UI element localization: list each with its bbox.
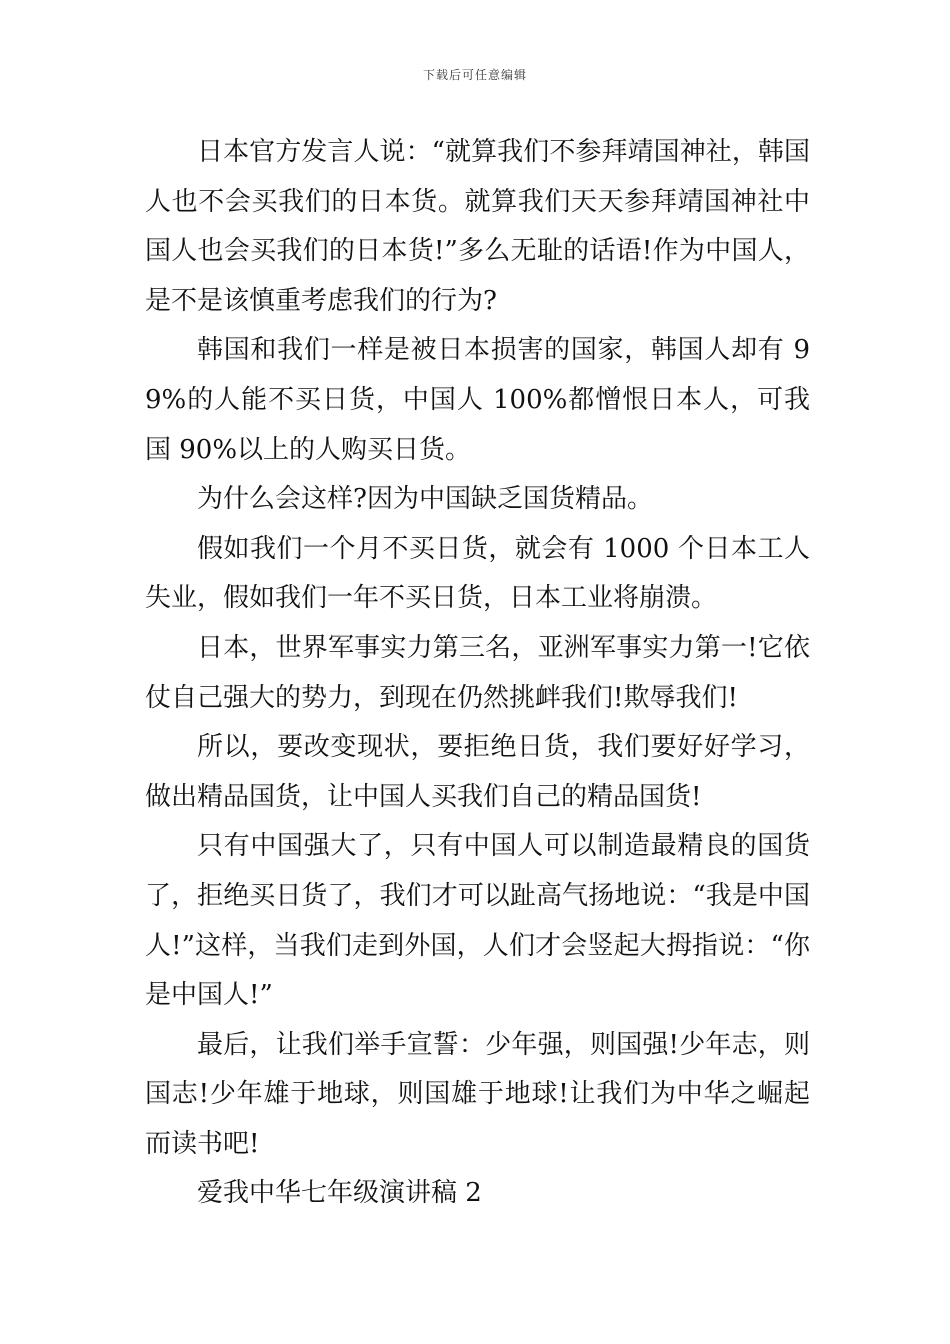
paragraph-8: 最后，让我们举手宣誓：少年强，则国强!少年志，则国志!少年雄于地球，则国雄于地球!让我们为中华之崛起而读书吧!: [145, 1029, 810, 1159]
document-body: [145, 128, 810, 1219]
paragraph-1: 日本官方发言人说：“就算我们不参拜靖国神社，韩国人也不会买我们的日本货。就算我们天天参拜靖国神社中国人也会买我们的日本货!”多么无耻的话语!作为中国人，是不是该慎重考虑我们的行为?: [145, 137, 810, 316]
paragraph-4: 假如我们一个月不买日货，就会有 1000 个日本工人失业，假如我们一年不买日货，日本工业将崩溃。: [145, 533, 810, 614]
paragraph-7: 只有中国强大了，只有中国人可以制造最精良的国货了，拒绝买日货了，我们才可以趾高气扬地说：“我是中国人!”这样，当我们走到外国，人们才会竖起大拇指说：“你是中国人!”: [145, 831, 810, 1011]
section-title: 爱我中华七年级演讲稿 2: [197, 1178, 482, 1209]
paragraph-3: 为什么会这样?因为中国缺乏国货精品。: [197, 484, 653, 515]
paragraph-6: 所以，要改变现状，要拒绝日货，我们要好好学习，做出精品国货，让中国人买我们自己的精品国货!: [145, 732, 810, 812]
paragraph-2: 韩国和我们一样是被日本损害的国家，韩国人却有 99%的人能不买日货，中国人 100%都憎恨日本人，可我国 90%以上的人购买日货。: [145, 335, 810, 465]
page-header-note: 下载后可任意编辑: [422, 68, 527, 82]
paragraph-5: 日本，世界军事实力第三名，亚洲军事实力第一!它依仗自己强大的势力，到现在仍然挑衅我们!欺辱我们!: [145, 632, 810, 713]
